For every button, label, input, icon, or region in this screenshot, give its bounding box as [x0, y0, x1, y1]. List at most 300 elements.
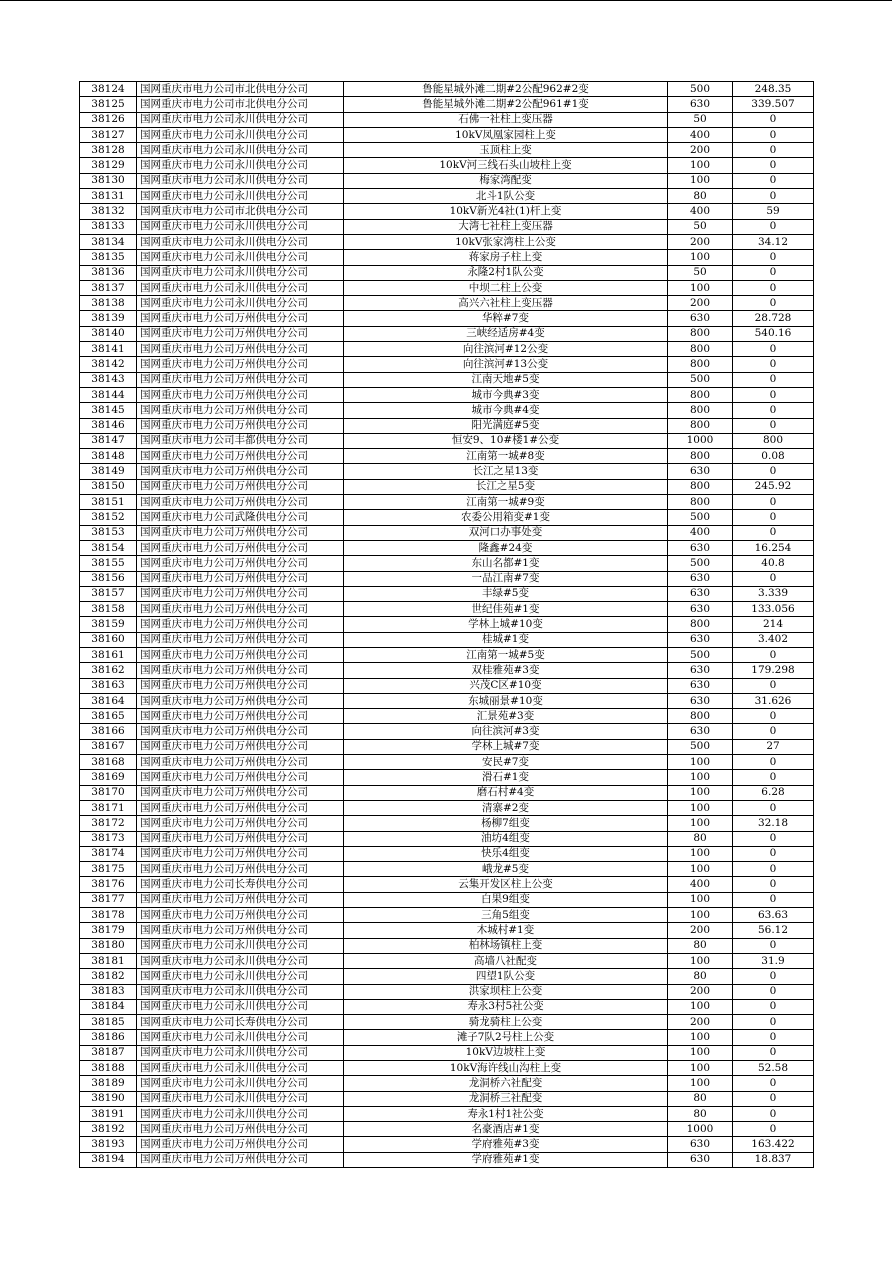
capacity-cell: 800: [668, 479, 733, 494]
value-cell: 0: [733, 296, 814, 311]
capacity-cell: 80: [668, 969, 733, 984]
company-cell: 国网重庆市电力公司万州供电分公司: [137, 1122, 344, 1137]
transformer-name-cell: 世纪佳苑#1变: [344, 602, 668, 617]
table-row: [80, 403, 814, 418]
transformer-name-cell: 木城村#1变: [344, 923, 668, 938]
transformer-name-cell: 柏林场镇柱上变: [344, 938, 668, 953]
value-cell: 0: [733, 571, 814, 586]
transformer-name-cell: 高墙八社配变: [344, 953, 668, 968]
row-id-cell: 38160: [80, 632, 137, 647]
row-id-cell: 38186: [80, 1030, 137, 1045]
transformer-name-cell: 龙洞桥六社配变: [344, 1076, 668, 1091]
transformer-name-cell: 学府雅苑#1变: [344, 1152, 668, 1167]
row-id-cell: 38150: [80, 479, 137, 494]
company-cell: 国网重庆市电力公司市北供电分公司: [137, 82, 344, 97]
company-cell: 国网重庆市电力公司万州供电分公司: [137, 525, 344, 540]
transformer-name-cell: 洪家坝柱上公变: [344, 984, 668, 999]
table-row: [80, 1106, 814, 1121]
capacity-cell: 80: [668, 189, 733, 204]
table-row: [80, 342, 814, 357]
value-cell: 248.35: [733, 82, 814, 97]
capacity-cell: 630: [668, 678, 733, 693]
value-cell: 0: [733, 265, 814, 280]
company-cell: 国网重庆市电力公司永川供电分公司: [137, 219, 344, 234]
table-row: [80, 418, 814, 433]
row-id-cell: 38171: [80, 800, 137, 815]
table-row: [80, 1091, 814, 1106]
capacity-cell: 800: [668, 326, 733, 341]
company-cell: 国网重庆市电力公司万州供电分公司: [137, 693, 344, 708]
table-row: [80, 1122, 814, 1137]
value-cell: 31.9: [733, 953, 814, 968]
company-cell: 国网重庆市电力公司万州供电分公司: [137, 770, 344, 785]
row-id-cell: 38181: [80, 953, 137, 968]
value-cell: 52.58: [733, 1061, 814, 1076]
capacity-cell: 500: [668, 510, 733, 525]
transformer-name-cell: 双桂雅苑#3变: [344, 663, 668, 678]
value-cell: 0: [733, 525, 814, 540]
capacity-cell: 200: [668, 984, 733, 999]
transformer-name-cell: 永隆2村1队公变: [344, 265, 668, 280]
row-id-cell: 38153: [80, 525, 137, 540]
table-row: [80, 693, 814, 708]
table-row: [80, 785, 814, 800]
company-cell: 国网重庆市电力公司永川供电分公司: [137, 953, 344, 968]
table-body: [80, 82, 814, 1168]
row-id-cell: 38146: [80, 418, 137, 433]
capacity-cell: 400: [668, 525, 733, 540]
capacity-cell: 630: [668, 663, 733, 678]
company-cell: 国网重庆市电力公司永川供电分公司: [137, 1045, 344, 1060]
row-id-cell: 38156: [80, 571, 137, 586]
table-row: [80, 495, 814, 510]
transformer-name-cell: 名豪酒店#1变: [344, 1122, 668, 1137]
table-row: [80, 862, 814, 877]
row-id-cell: 38175: [80, 862, 137, 877]
value-cell: 0: [733, 357, 814, 372]
table-row: [80, 969, 814, 984]
value-cell: 27: [733, 739, 814, 754]
row-id-cell: 38128: [80, 143, 137, 158]
table-row: [80, 1015, 814, 1030]
transformer-name-cell: 双河口办事处变: [344, 525, 668, 540]
table-row: [80, 387, 814, 402]
table-row: [80, 892, 814, 907]
company-cell: 国网重庆市电力公司永川供电分公司: [137, 158, 344, 173]
table-row: [80, 189, 814, 204]
transformer-name-cell: 鲁能星城外滩二期#2公配961#1变: [344, 97, 668, 112]
row-id-cell: 38163: [80, 678, 137, 693]
value-cell: 540.16: [733, 326, 814, 341]
row-id-cell: 38134: [80, 234, 137, 249]
company-cell: 国网重庆市电力公司万州供电分公司: [137, 709, 344, 724]
company-cell: 国网重庆市电力公司万州供电分公司: [137, 739, 344, 754]
company-cell: 国网重庆市电力公司万州供电分公司: [137, 479, 344, 494]
company-cell: 国网重庆市电力公司万州供电分公司: [137, 540, 344, 555]
capacity-cell: 100: [668, 862, 733, 877]
table-row: [80, 571, 814, 586]
capacity-cell: 100: [668, 280, 733, 295]
table-row: [80, 1045, 814, 1060]
capacity-cell: 500: [668, 556, 733, 571]
table-row: [80, 97, 814, 112]
table-row: [80, 632, 814, 647]
capacity-cell: 80: [668, 938, 733, 953]
value-cell: 0: [733, 709, 814, 724]
capacity-cell: 100: [668, 908, 733, 923]
row-id-cell: 38137: [80, 280, 137, 295]
row-id-cell: 38155: [80, 556, 137, 571]
row-id-cell: 38167: [80, 739, 137, 754]
transformer-name-cell: 华粹#7变: [344, 311, 668, 326]
capacity-cell: 630: [668, 632, 733, 647]
value-cell: 339.507: [733, 97, 814, 112]
value-cell: 31.626: [733, 693, 814, 708]
company-cell: 国网重庆市电力公司万州供电分公司: [137, 387, 344, 402]
company-cell: 国网重庆市电力公司永川供电分公司: [137, 1061, 344, 1076]
table-row: [80, 464, 814, 479]
row-id-cell: 38178: [80, 908, 137, 923]
row-id-cell: 38140: [80, 326, 137, 341]
capacity-cell: 100: [668, 816, 733, 831]
transformer-name-cell: 江南第一城#8变: [344, 449, 668, 464]
company-cell: 国网重庆市电力公司永川供电分公司: [137, 999, 344, 1014]
company-cell: 国网重庆市电力公司永川供电分公司: [137, 984, 344, 999]
row-id-cell: 38166: [80, 724, 137, 739]
transformer-name-cell: 磨石村#4变: [344, 785, 668, 800]
capacity-cell: 100: [668, 1045, 733, 1060]
value-cell: 0: [733, 280, 814, 295]
value-cell: 0: [733, 342, 814, 357]
capacity-cell: 630: [668, 1137, 733, 1152]
transformer-name-cell: 蒋家房子柱上变: [344, 250, 668, 265]
company-cell: 国网重庆市电力公司永川供电分公司: [137, 938, 344, 953]
row-id-cell: 38138: [80, 296, 137, 311]
value-cell: 0: [733, 862, 814, 877]
transformer-name-cell: 峨龙#5变: [344, 862, 668, 877]
table-row: [80, 556, 814, 571]
company-cell: 国网重庆市电力公司万州供电分公司: [137, 556, 344, 571]
company-cell: 国网重庆市电力公司万州供电分公司: [137, 678, 344, 693]
value-cell: 0: [733, 173, 814, 188]
value-cell: 0: [733, 755, 814, 770]
table-row: [80, 938, 814, 953]
company-cell: 国网重庆市电力公司永川供电分公司: [137, 265, 344, 280]
capacity-cell: 630: [668, 540, 733, 555]
table-row: [80, 877, 814, 892]
capacity-cell: 100: [668, 173, 733, 188]
capacity-cell: 630: [668, 1152, 733, 1167]
row-id-cell: 38141: [80, 342, 137, 357]
transformer-name-cell: 向往滨河#3变: [344, 724, 668, 739]
transformer-name-cell: 石佛一社柱上变压器: [344, 112, 668, 127]
capacity-cell: 100: [668, 158, 733, 173]
value-cell: 0: [733, 112, 814, 127]
value-cell: 3.402: [733, 632, 814, 647]
row-id-cell: 38154: [80, 540, 137, 555]
table-row: [80, 510, 814, 525]
transformer-name-cell: 丰绿#5变: [344, 586, 668, 601]
company-cell: 国网重庆市电力公司万州供电分公司: [137, 326, 344, 341]
company-cell: 国网重庆市电力公司丰都供电分公司: [137, 433, 344, 448]
transformer-name-cell: 10kV河三线石头山坡柱上变: [344, 158, 668, 173]
table-row: [80, 479, 814, 494]
transformer-name-cell: 中坝二柱上公变: [344, 280, 668, 295]
capacity-cell: 80: [668, 1106, 733, 1121]
capacity-cell: 500: [668, 82, 733, 97]
table-row: [80, 770, 814, 785]
table-row: [80, 265, 814, 280]
capacity-cell: 630: [668, 602, 733, 617]
company-cell: 国网重庆市电力公司永川供电分公司: [137, 1030, 344, 1045]
company-cell: 国网重庆市电力公司万州供电分公司: [137, 663, 344, 678]
value-cell: 163.422: [733, 1137, 814, 1152]
capacity-cell: 500: [668, 647, 733, 662]
value-cell: 0: [733, 387, 814, 402]
row-id-cell: 38142: [80, 357, 137, 372]
transformer-name-cell: 云集开发区柱上公变: [344, 877, 668, 892]
transformer-name-cell: 三峡经适房#4变: [344, 326, 668, 341]
table-row: [80, 296, 814, 311]
company-cell: 国网重庆市电力公司万州供电分公司: [137, 908, 344, 923]
company-cell: 国网重庆市电力公司永川供电分公司: [137, 143, 344, 158]
table-row: [80, 173, 814, 188]
table-row: [80, 602, 814, 617]
table-row: [80, 846, 814, 861]
row-id-cell: 38190: [80, 1091, 137, 1106]
value-cell: 0: [733, 495, 814, 510]
company-cell: 国网重庆市电力公司永川供电分公司: [137, 296, 344, 311]
table-row: [80, 984, 814, 999]
company-cell: 国网重庆市电力公司万州供电分公司: [137, 846, 344, 861]
value-cell: 18.837: [733, 1152, 814, 1167]
value-cell: 0: [733, 464, 814, 479]
transformer-name-cell: 隆鑫#24变: [344, 540, 668, 555]
value-cell: 16.254: [733, 540, 814, 555]
company-cell: 国网重庆市电力公司永川供电分公司: [137, 1091, 344, 1106]
row-id-cell: 38159: [80, 617, 137, 632]
row-id-cell: 38183: [80, 984, 137, 999]
value-cell: 0: [733, 770, 814, 785]
row-id-cell: 38133: [80, 219, 137, 234]
transformer-name-cell: 向往滨河#13公变: [344, 357, 668, 372]
value-cell: 0: [733, 999, 814, 1014]
transformer-name-cell: 城市今典#3变: [344, 387, 668, 402]
table-row: [80, 357, 814, 372]
capacity-cell: 200: [668, 143, 733, 158]
capacity-cell: 630: [668, 464, 733, 479]
transformer-name-cell: 三角5组变: [344, 908, 668, 923]
capacity-cell: 500: [668, 739, 733, 754]
row-id-cell: 38139: [80, 311, 137, 326]
value-cell: 32.18: [733, 816, 814, 831]
transformer-name-cell: 10kV凤凰家园柱上变: [344, 127, 668, 142]
table-row: [80, 127, 814, 142]
capacity-cell: 100: [668, 1076, 733, 1091]
row-id-cell: 38192: [80, 1122, 137, 1137]
transformer-name-cell: 10kV边坡柱上变: [344, 1045, 668, 1060]
company-cell: 国网重庆市电力公司万州供电分公司: [137, 617, 344, 632]
capacity-cell: 800: [668, 709, 733, 724]
transformer-name-cell: 东山名都#1变: [344, 556, 668, 571]
table-row: [80, 816, 814, 831]
transformer-name-cell: 安民#7变: [344, 755, 668, 770]
capacity-cell: 1000: [668, 433, 733, 448]
transformer-name-cell: 长江之星5变: [344, 479, 668, 494]
table-row: [80, 449, 814, 464]
company-cell: 国网重庆市电力公司永川供电分公司: [137, 112, 344, 127]
capacity-cell: 100: [668, 846, 733, 861]
value-cell: 214: [733, 617, 814, 632]
row-id-cell: 38158: [80, 602, 137, 617]
transformer-name-cell: 滩子7队2号柱上公变: [344, 1030, 668, 1045]
company-cell: 国网重庆市电力公司永川供电分公司: [137, 234, 344, 249]
company-cell: 国网重庆市电力公司武隆供电分公司: [137, 510, 344, 525]
table-row: [80, 709, 814, 724]
table-row: [80, 1030, 814, 1045]
row-id-cell: 38157: [80, 586, 137, 601]
capacity-cell: 200: [668, 923, 733, 938]
row-id-cell: 38132: [80, 204, 137, 219]
value-cell: 0: [733, 1091, 814, 1106]
company-cell: 国网重庆市电力公司永川供电分公司: [137, 1106, 344, 1121]
company-cell: 国网重庆市电力公司万州供电分公司: [137, 632, 344, 647]
row-id-cell: 38177: [80, 892, 137, 907]
value-cell: 0.08: [733, 449, 814, 464]
row-id-cell: 38152: [80, 510, 137, 525]
company-cell: 国网重庆市电力公司万州供电分公司: [137, 342, 344, 357]
table-row: [80, 250, 814, 265]
value-cell: 3.339: [733, 586, 814, 601]
transformer-name-cell: 杨柳7组变: [344, 816, 668, 831]
capacity-cell: 200: [668, 234, 733, 249]
company-cell: 国网重庆市电力公司永川供电分公司: [137, 173, 344, 188]
row-id-cell: 38180: [80, 938, 137, 953]
company-cell: 国网重庆市电力公司万州供电分公司: [137, 403, 344, 418]
transformer-name-cell: 江南第一城#9变: [344, 495, 668, 510]
table-row: [80, 540, 814, 555]
value-cell: 0: [733, 969, 814, 984]
value-cell: 59: [733, 204, 814, 219]
capacity-cell: 630: [668, 693, 733, 708]
company-cell: 国网重庆市电力公司万州供电分公司: [137, 418, 344, 433]
capacity-cell: 100: [668, 953, 733, 968]
row-id-cell: 38179: [80, 923, 137, 938]
capacity-cell: 800: [668, 495, 733, 510]
value-cell: 0: [733, 418, 814, 433]
company-cell: 国网重庆市电力公司长寿供电分公司: [137, 1015, 344, 1030]
value-cell: 28.728: [733, 311, 814, 326]
table-row: [80, 433, 814, 448]
transformer-name-cell: 农委公用箱变#1变: [344, 510, 668, 525]
transformer-name-cell: 兴茂C区#10变: [344, 678, 668, 693]
company-cell: 国网重庆市电力公司万州供电分公司: [137, 816, 344, 831]
row-id-cell: 38125: [80, 97, 137, 112]
value-cell: 0: [733, 1076, 814, 1091]
row-id-cell: 38188: [80, 1061, 137, 1076]
company-cell: 国网重庆市电力公司万州供电分公司: [137, 602, 344, 617]
row-id-cell: 38151: [80, 495, 137, 510]
value-cell: 0: [733, 1106, 814, 1121]
capacity-cell: 800: [668, 449, 733, 464]
company-cell: 国网重庆市电力公司永川供电分公司: [137, 127, 344, 142]
transformer-name-cell: 学府雅苑#3变: [344, 1137, 668, 1152]
row-id-cell: 38149: [80, 464, 137, 479]
capacity-cell: 800: [668, 403, 733, 418]
row-id-cell: 38189: [80, 1076, 137, 1091]
company-cell: 国网重庆市电力公司万州供电分公司: [137, 892, 344, 907]
capacity-cell: 100: [668, 755, 733, 770]
company-cell: 国网重庆市电力公司永川供电分公司: [137, 1076, 344, 1091]
table-row: [80, 647, 814, 662]
value-cell: 0: [733, 1045, 814, 1060]
value-cell: 0: [733, 678, 814, 693]
value-cell: 0: [733, 219, 814, 234]
company-cell: 国网重庆市电力公司万州供电分公司: [137, 571, 344, 586]
row-id-cell: 38176: [80, 877, 137, 892]
table-row: [80, 372, 814, 387]
company-cell: 国网重庆市电力公司万州供电分公司: [137, 372, 344, 387]
table-row: [80, 999, 814, 1014]
transformer-name-cell: 高兴六社柱上变压器: [344, 296, 668, 311]
table-row: [80, 755, 814, 770]
table-row: [80, 586, 814, 601]
capacity-cell: 100: [668, 800, 733, 815]
row-id-cell: 38126: [80, 112, 137, 127]
transformer-name-cell: 桂城#1变: [344, 632, 668, 647]
capacity-cell: 800: [668, 357, 733, 372]
value-cell: 0: [733, 647, 814, 662]
row-id-cell: 38136: [80, 265, 137, 280]
value-cell: 0: [733, 831, 814, 846]
capacity-cell: 100: [668, 770, 733, 785]
table-row: [80, 204, 814, 219]
capacity-cell: 800: [668, 418, 733, 433]
capacity-cell: 500: [668, 372, 733, 387]
value-cell: 0: [733, 189, 814, 204]
value-cell: 0: [733, 877, 814, 892]
capacity-cell: 100: [668, 1030, 733, 1045]
table-row: [80, 953, 814, 968]
table-row: [80, 112, 814, 127]
transformer-name-cell: 城市今典#4变: [344, 403, 668, 418]
transformer-name-cell: 学林上城#7变: [344, 739, 668, 754]
table-row: [80, 800, 814, 815]
table-row: [80, 831, 814, 846]
value-cell: 0: [733, 143, 814, 158]
row-id-cell: 38131: [80, 189, 137, 204]
transformer-name-cell: 油坊4组变: [344, 831, 668, 846]
value-cell: 0: [733, 846, 814, 861]
transformer-name-cell: 汇景苑#3变: [344, 709, 668, 724]
company-cell: 国网重庆市电力公司万州供电分公司: [137, 1152, 344, 1167]
row-id-cell: 38185: [80, 1015, 137, 1030]
value-cell: 0: [733, 250, 814, 265]
row-id-cell: 38169: [80, 770, 137, 785]
company-cell: 国网重庆市电力公司长寿供电分公司: [137, 877, 344, 892]
value-cell: 0: [733, 892, 814, 907]
row-id-cell: 38187: [80, 1045, 137, 1060]
row-id-cell: 38127: [80, 127, 137, 142]
row-id-cell: 38174: [80, 846, 137, 861]
row-id-cell: 38143: [80, 372, 137, 387]
transformer-name-cell: 四望1队公变: [344, 969, 668, 984]
capacity-cell: 630: [668, 724, 733, 739]
capacity-cell: 630: [668, 311, 733, 326]
value-cell: 0: [733, 158, 814, 173]
transformer-name-cell: 寿永1村1社公变: [344, 1106, 668, 1121]
transformer-name-cell: 鲁能星城外滩二期#2公配962#2变: [344, 82, 668, 97]
